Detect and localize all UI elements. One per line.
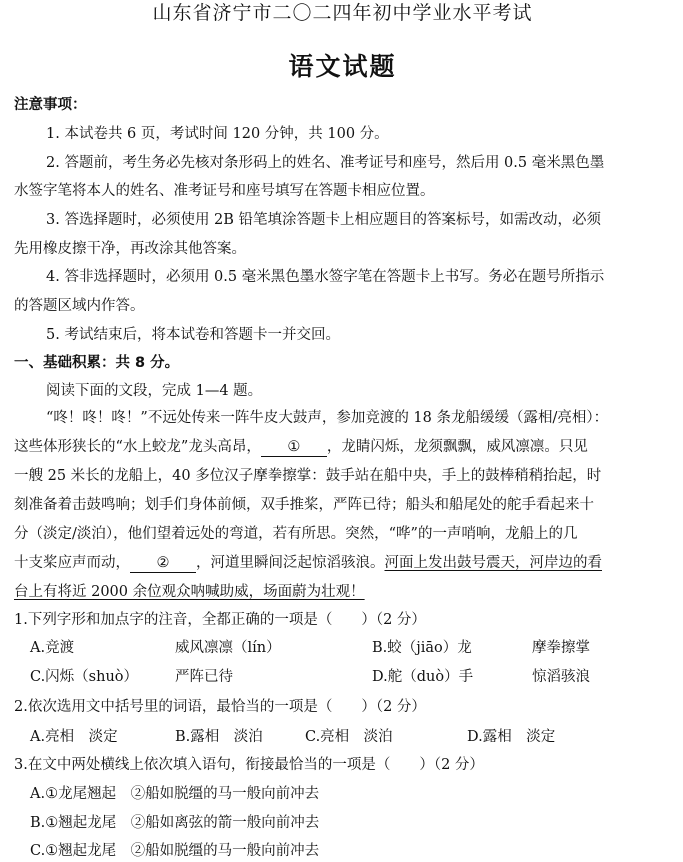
q1-option-d: D.舵（duò）手 — [372, 669, 474, 685]
notice-line: 4. 答非选择题时，必须用 0.5 毫米黑色墨水签字笔在答题卡上书写。务必在题号所指示 — [46, 269, 605, 285]
q1-option-a-part: 威风凛凛（lín） — [175, 640, 281, 656]
passage-text: 十支桨应声而动， — [14, 555, 130, 571]
q3-option-b: B.①翘起龙尾 ②船如离弦的箭一般向前冲去 — [30, 815, 320, 831]
notice-line: 的答题区域内作答。 — [14, 298, 145, 314]
fill-blank-1: ① — [261, 438, 327, 457]
notice-line: 先用橡皮擦干净，再改涂其他答案。 — [14, 241, 246, 257]
question-3-stem: 3.在文中两处横线上依次填入语句，衔接最恰当的一项是（ ）（2 分） — [14, 757, 484, 773]
passage-line — [14, 552, 671, 574]
question-2-stem: 2.依次选用文中括号里的词语，最恰当的一项是（ ）（2 分） — [14, 699, 426, 715]
passage-line: “咚！咚！咚！”不远处传来一阵牛皮大鼓声，参加竞渡的 18 条龙船缓缓（露相/亮相）： — [46, 410, 609, 426]
q3-option-a: A.①龙尾翘起 ②船如脱缰的马一般向前冲去 — [30, 786, 320, 802]
fill-blank-2: ② — [130, 554, 196, 573]
passage-line: 刻准备着击鼓鸣响；划手们身体前倾，双手推桨，严阵已待；船头和船尾处的舵手看起来十 — [14, 497, 594, 513]
notice-line: 2. 答题前，考生务必先核对条形码上的姓名、准考证号和座号，然后用 0.5 毫米黑色墨 — [46, 155, 605, 171]
q2-option-a: A.亮相 淡定 — [30, 729, 118, 745]
notice-heading: 注意事项： — [14, 97, 87, 113]
q3-option-c: C.①翘起龙尾 ②船如脱缰的马一般向前冲去 — [30, 843, 320, 859]
passage-text: ，河道里瞬间泛起惊滔骇浪。 — [196, 555, 385, 571]
q2-option-c: C.亮相 淡泊 — [305, 729, 393, 745]
notice-line: 5. 考试结束后，将本试卷和答题卡一并交回。 — [46, 327, 340, 343]
question-1-stem: 1.下列字形和加点字的注音，全都正确的一项是（ ）（2 分） — [14, 612, 426, 628]
passage-text: 这些体形狭长的“水上蛟龙”龙头高昂， — [14, 439, 261, 455]
exam-title: 山东省济宁市二〇二四年初中学业水平考试 — [152, 2, 533, 24]
q2-option-b: B.露相 淡泊 — [175, 729, 263, 745]
q1-option-c-part: 严阵已待 — [175, 669, 233, 685]
passage-line: 分（淡定/淡泊），他们望着远处的弯道，若有所思。突然，“哗”的一声哨响，龙船上的几 — [14, 526, 578, 542]
notice-line: 3. 答选择题时，必须使用 2B 铅笔填涂答题卡上相应题目的答案标号，如需改动，必须 — [46, 212, 602, 228]
notice-line: 水签字笔将本人的姓名、准考证号和座号填写在答题卡相应位置。 — [14, 183, 435, 199]
passage-text: ，龙睛闪烁，龙须飘飘，威风凛凛。只见 — [326, 439, 588, 455]
q1-option-a: A.竞渡 — [30, 640, 75, 656]
subject-title: 语文试题 — [288, 52, 397, 81]
q1-option-b-part: 摩拳擦掌 — [532, 640, 590, 656]
passage-line: 一艘 25 米长的龙船上，40 多位汉子摩拳擦掌：鼓手站在船中央，手上的鼓棒稍稍抬起，时 — [14, 468, 602, 484]
underlined-sentence: 河面上发出鼓号震天，河岸边的看 — [384, 555, 602, 571]
notice-line: 1. 本试卷共 6 页，考试时间 120 分钟，共 100 分。 — [46, 126, 389, 142]
q1-option-b: B.蛟（jiāo）龙 — [372, 640, 472, 656]
q1-option-d-part: 惊滔骇浪 — [532, 669, 590, 685]
underlined-sentence: 台上有将近 2000 余位观众呐喊助威，场面蔚为壮观！ — [14, 584, 365, 600]
passage-line — [14, 436, 671, 458]
q2-option-d: D.露相 淡定 — [467, 729, 556, 745]
q1-option-c: C.闪烁（shuò） — [30, 669, 139, 685]
section-instruction: 阅读下面的文段，完成 1—4 题。 — [46, 383, 263, 399]
section-heading: 一、基础积累：共 8 分。 — [14, 355, 180, 371]
